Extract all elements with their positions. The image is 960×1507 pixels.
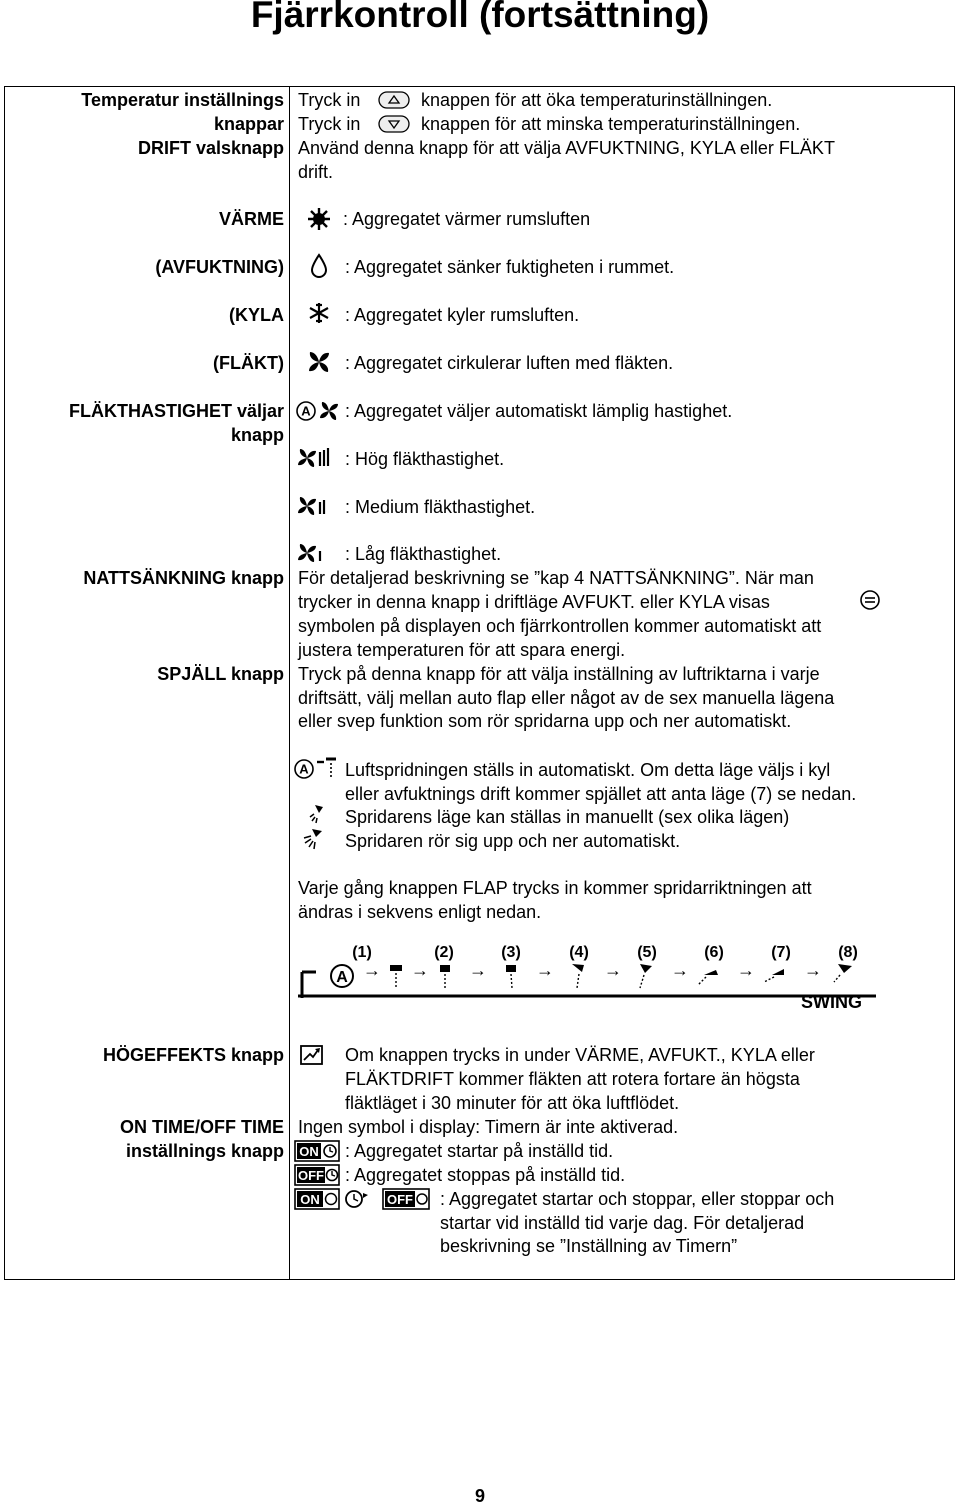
temp-up-button-icon (378, 91, 410, 109)
high-line-1: Om knappen trycks in under VÄRME, AVFUKT., KYLA eller (345, 1045, 815, 1065)
fan-label-1: FLÄKTHASTIGHET väljar (68, 401, 284, 421)
fan-auto-text: : Aggregatet väljer automatiskt lämplig hastighet. (345, 401, 733, 421)
flap-seq-line-2: ändras i sekvens enligt nedan. (298, 902, 542, 922)
drift-text-1: Använd denna knapp för att välja AVFUKTNING, KYLA eller FLÄKT (298, 138, 835, 158)
timer-both-off-badge: OFF (387, 1192, 413, 1207)
flap-line-3: eller svep funktion som rör spridarna upp och ner automatiskt. (298, 711, 792, 731)
seq-swing-word: SWING (801, 992, 862, 1012)
timer-off-text: : Aggregatet stoppas på inställd tid. (345, 1165, 626, 1185)
flap-swing-text: Spridaren rör sig upp och ner automatiskt. (345, 831, 681, 851)
high-label: HÖGEFFEKTS knapp (102, 1045, 284, 1065)
timer-off-badge: OFF (298, 1168, 324, 1183)
temp-label-2: knappar (213, 114, 284, 134)
fan-high-icon (296, 447, 330, 469)
flap-auto-icon (293, 756, 339, 782)
svg-text:→: → (671, 960, 689, 980)
flap-manual-text: Spridarens läge kan ställas in manuellt (sex olika lägen) (345, 807, 790, 827)
timer-off-icon (294, 1164, 340, 1186)
seq-label-4: (4) (569, 944, 589, 961)
mode-label-fan: (FLÄKT) (213, 353, 284, 373)
fan-icon (306, 349, 332, 375)
temp-line1-post: knappen för att öka temperaturinställningen. (421, 90, 773, 110)
droplet-icon (309, 253, 329, 279)
high-power-icon (299, 1043, 325, 1067)
night-line-3: symbolen på displayen och fjärrkontrollen kommer automatiskt att (298, 616, 822, 636)
flap-manual-icon (305, 802, 327, 828)
svg-text:→: → (469, 960, 487, 980)
flap-line-1: Tryck på denna knapp för att välja inställning av luftriktarna i varje (298, 664, 820, 684)
flap-auto-line-2: eller avfuktnings drift kommer spjället att anta läge (7) se nedan. (345, 784, 857, 804)
seq-label-5: (5) (637, 944, 657, 961)
drift-text-2: drift. (298, 162, 334, 182)
column-divider (289, 86, 290, 1280)
seq-auto-symbol: A (336, 969, 348, 986)
svg-text:→: → (804, 960, 822, 980)
fan-high-text: : Hög fläkthastighet. (345, 449, 505, 469)
night-label: NATTSÄNKNING knapp (83, 568, 284, 588)
seq-label-3: (3) (501, 944, 521, 961)
flap-line-2: driftsätt, välj mellan auto flap eller något av de sex manuella lägena (298, 688, 835, 708)
fan-auto-icon (296, 400, 342, 422)
night-line-1: För detaljerad beskrivning se ”kap 4 NATTSÄNKNING”. När man (298, 568, 814, 588)
seq-label-2: (2) (434, 944, 454, 961)
flap-swing-icon (300, 826, 328, 852)
mode-label-heat: VÄRME (218, 209, 284, 229)
high-line-3: fläktläget i 30 minuter för att öka luftflödet. (345, 1093, 680, 1113)
flap-auto-line-1: Luftspridningen ställs in automatiskt. Om detta läge väljs i kyl (345, 760, 831, 780)
mode-text-fan: : Aggregatet cirkulerar luften med fläkten. (345, 353, 674, 373)
svg-text:→: → (737, 960, 755, 980)
timer-on-text: : Aggregatet startar på inställd tid. (345, 1141, 614, 1161)
mode-text-dry: : Aggregatet sänker fuktigheten i rummet. (345, 257, 675, 277)
flap-seq-line-1: Varje gång knappen FLAP trycks in kommer spridarriktningen att (298, 878, 812, 898)
sun-icon (307, 207, 331, 231)
mode-label-dry: (AVFUKTNING) (155, 257, 284, 277)
svg-text:→: → (411, 960, 429, 980)
timer-both-on-badge: ON (300, 1192, 320, 1207)
svg-text:A: A (301, 403, 311, 419)
fan-medium-text: : Medium fläkthastighet. (345, 497, 536, 517)
temp-down-button-icon (378, 115, 410, 133)
fan-low-text: : Låg fläkthastighet. (345, 544, 502, 564)
timer-both-icon (294, 1187, 430, 1211)
night-line-4: justera temperaturen för att spara energi. (298, 640, 626, 660)
temp-line2-pre: Tryck in (298, 114, 361, 134)
flap-sequence-diagram (294, 938, 882, 1030)
svg-text:→: → (363, 960, 381, 980)
timer-on-badge: ON (299, 1144, 319, 1159)
svg-text:→: → (536, 960, 554, 980)
mode-text-heat: : Aggregatet värmer rumsluften (343, 209, 591, 229)
high-line-2: FLÄKTDRIFT kommer fläkten att rotera fortare än högsta (345, 1069, 800, 1089)
temp-label-1: Temperatur inställnings (81, 90, 284, 110)
night-mode-icon (858, 589, 882, 611)
timer-both-line-1: : Aggregatet startar och stoppar, eller stoppar och (440, 1189, 835, 1209)
timer-line-0: Ingen symbol i display: Timern är inte aktiverad. (298, 1117, 679, 1137)
timer-on-icon (294, 1140, 340, 1162)
svg-text:A: A (299, 761, 309, 777)
night-line-2: trycker in denna knapp i driftläge AVFUKT. eller KYLA visas (298, 592, 770, 612)
flap-label: SPJÄLL knapp (157, 664, 284, 684)
drift-label: DRIFT valsknapp (137, 138, 284, 158)
temp-line1-pre: Tryck in (298, 90, 361, 110)
snowflake-icon (308, 302, 330, 324)
fan-label-2: knapp (230, 425, 284, 445)
fan-medium-icon (296, 495, 326, 517)
seq-label-8: (8) (838, 944, 858, 961)
seq-label-7: (7) (771, 944, 791, 961)
timer-label-2: inställnings knapp (125, 1141, 284, 1161)
timer-both-line-3: beskrivning se ”Inställning av Timern” (440, 1236, 738, 1256)
fan-low-icon (296, 542, 322, 564)
page-number: 9 (474, 1486, 485, 1506)
svg-text:→: → (604, 960, 622, 980)
timer-both-line-2: startar vid inställd tid varje dag. För detaljerad (440, 1213, 805, 1233)
seq-label-1: (1) (352, 944, 372, 961)
page-title: Fjärrkontroll (fortsättning) (250, 0, 710, 35)
timer-label-1: ON TIME/OFF TIME (120, 1117, 284, 1137)
mode-label-cool: (KYLA (229, 305, 284, 325)
temp-line2-post: knappen för att minska temperaturinställningen. (421, 114, 801, 134)
seq-label-6: (6) (704, 944, 724, 961)
mode-text-cool: : Aggregatet kyler rumsluften. (345, 305, 580, 325)
